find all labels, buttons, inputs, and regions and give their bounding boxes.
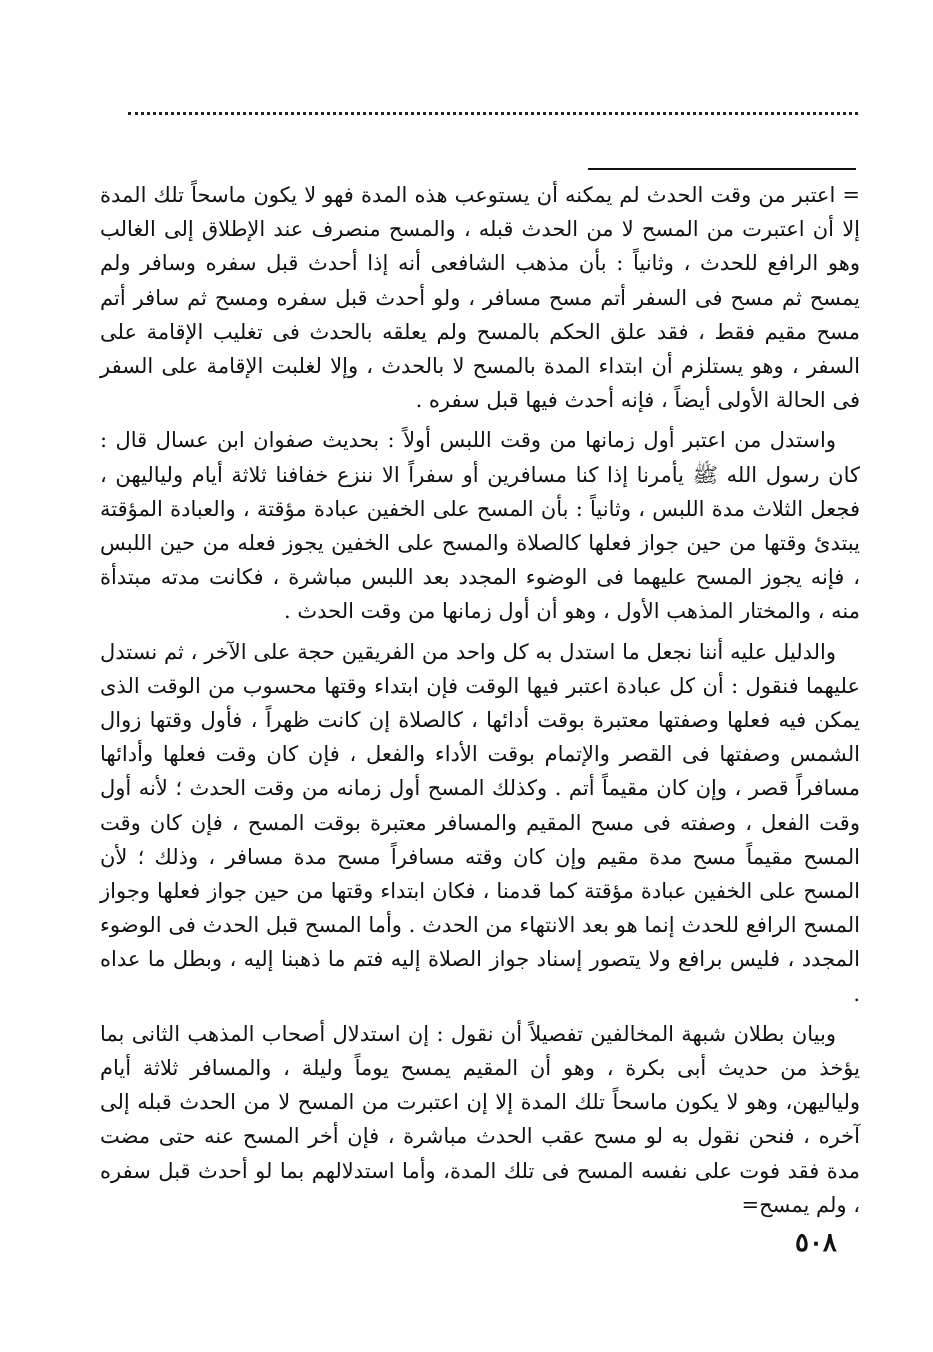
page-number: ٥٠٨: [795, 1228, 837, 1258]
paragraph-second-opinion: واستدل من اعتبر أول زمانها من وقت اللبس أولاً : بحديث صفوان ابن عسال قال : كان رسول الله ﷺ يأمرنا إذا كنا مسافرين أو سفراً الا ننزع خفافنا ثلاثة أيام ولياليهن ، فجعل الثلاث مدة اللبس ، وثانياً : بأن المسح على الخفين عبادة مؤقتة ، والعبادة المؤقتة يبتدئ وقتها من حين جواز فعلها كالصلاة والمسح على الخفين يجوز فعله من حين اللبس ، فإنه يجوز المسح عليهما فى الوضوء المجدد بعد اللبس مباشرة ، فكانت مدته مبتدأة منه ، والمختار المذهب الأول ، وهو أن أول زمانها من وقت الحدث .: [100, 428, 860, 624]
paragraph-evidence: والدليل عليه أننا نجعل ما استدل به كل واحد من الفريقين حجة على الآخر ، ثم نستدل عليهما فنقول : أن كل عبادة اعتبر فيها الوقت فإن ابتداء وقتها محسوب من الوقت الذى يمكن فيه فعلها وصفتها معتبرة بوقت أدائها ، كالصلاة إن كانت ظهراً ، فأول وقتها زوال الشمس وصفتها فى القصر والإتمام بوقت الأداء والفعل ، فإن كان وقت فعلها وأدائها مسافراً قصر ، وإن كان مقيماً أتم . وكذلك المسح أول زمانه من وقت الحدث ؛ لأنه أول وقت الفعل ، وصفته فى مسح المقيم والمسافر معتبرة بوقت المسح ، فإن كان وقت المسح مقيماً مسح مدة مقيم وإن كان وقته مسافراً مسح مدة مسافر ، وذلك ؛ لأن المسح على الخفين عبادة مؤقتة كما قدمنا ، فكان ابتداء وقتها من حين جواز فعلها وجواز المسح الرافع للحدث إنما هو بعد الانتهاء من الحدث . وأما المسح قبل الحدث فى الوضوء المجدد ، فليس برافع ولا يتصور إسناد جواز الصلاة إليه فتم ما ذهبنا إليه ، وبطل ما عداه .: [100, 639, 860, 1006]
paragraph-refutation: وبيان بطلان شبهة المخالفين تفصيلاً أن نقول : إن استدلال أصحاب المذهب الثانى بما يؤخذ من حديث أبى بكرة ، وهو أن المقيم يمسح يوماً وليلة ، والمسافر ثلاثة أيام ولياليهن، وهو لا يكون ماسحاً تلك المدة إلا إن اعتبرت من المسح لا من الحدث قبله إلى آخره ، فنحن نقول به لو مسح عقب الحدث مباشرة ، فإن أخر المسح عنه حتى مضت مدة فقد فوت على نفسه المسح فى تلك المدة، وأما استدلالهم بما لو أحدث قبل سفره ، ولم يمسح=: [100, 1021, 860, 1217]
footnote-rule: [588, 168, 856, 170]
footnote-text: [100, 178, 860, 1228]
paragraph-continuation: = اعتبر من وقت الحدث لم يمكنه أن يستوعب هذه المدة فهو لا يكون ماسحاً تلك المدة إلا أن اعتبرت من المسح لا من الحدث قبله ، والمسح منصرف عند الإطلاق إلى الغالب وهو الرافع للحدث ، وثانياً : بأن مذهب الشافعى أنه إذا أحدث قبل سفره وسافر ولم يمسح ثم مسح فى السفر أتم مسح مسافر ، ولو أحدث قبل سفره ومسح ثم سافر أتم مسح مقيم فقط ، فقد علق الحكم بالمسح ولم يعلقه بالحدث فى تغليب الإقامة على السفر ، وهو يستلزم أن ابتداء المدة بالمسح لا بالحدث ، وإلا لغلبت الإقامة على السفر فى الحالة الأولى أيضاً ، فإنه أحدث فيها قبل سفره .: [100, 183, 860, 413]
dotted-separator: [128, 112, 858, 115]
